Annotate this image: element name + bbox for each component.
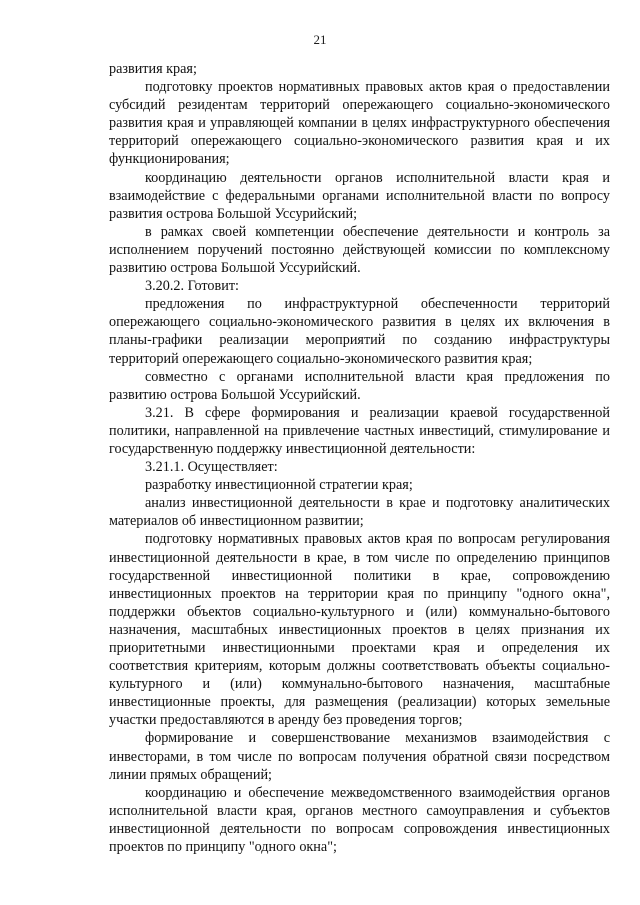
- page-number: 21: [313, 32, 327, 47]
- section-heading-3-21: 3.21. В сфере формирования и реализации краевой государственной политики, направленной на привлечение частных инвестиций, стимулирование и государственную поддержку инвестиционной деятельности:: [109, 404, 610, 457]
- paragraph: предложения по инфраструктурной обеспеченности территорий опережающего социально-экономического развития в целях их включения в планы-графики реализации мероприятий по созданию инфраструктуры территорий опережающего социально-экономического развития края;: [109, 296, 610, 367]
- paragraph: координацию и обеспечение межведомственного взаимодействия органов исполнительной власти края, органов местного самоуправления и субъектов инвестиционной деятельности по вопросам сопровождения инвестиционных проектов по принципу "одного окна";: [109, 784, 610, 856]
- paragraph: в рамках своей компетенции обеспечение деятельности и контроль за исполнением поручений постоянно действующей комиссии по комплексному развитию острова Большой Уссурийский.: [109, 223, 610, 277]
- paragraph: совместно с органами исполнительной власти края предложения по развитию острова Большой Уссурийский.: [109, 368, 610, 403]
- section-heading-3-21-1: 3.21.1. Осуществляет:: [145, 459, 278, 476]
- paragraph: подготовку нормативных правовых актов края по вопросам регулирования инвестиционной деятельности в крае, в том числе по определению принципов государственной инвестиционной политики в крае, сопровождению инвестиционных проектов на территории края по принципу "одного окна", поддержки объектов социально-культурного и (или) коммунально-бытового назначения, масштабных инвестиционных проектов в целях признания их приоритетными инвестиционными проектами края и определения их соответствия критериям, которым должны соответствовать объекты социально-культурного и (или) коммунально-бытового назначения, масштабные инвестиционные проекты, для размещения (реализации) которых земельные участки предоставляются в аренду без проведения торгов;: [109, 531, 610, 729]
- paragraph-continuation: развития края;: [109, 61, 197, 77]
- paragraph: разработку инвестиционной стратегии края;: [145, 477, 413, 494]
- paragraph: анализ инвестиционной деятельности в крае и подготовку аналитических материалов об инвестиционном развитии;: [109, 495, 610, 530]
- paragraph: подготовку проектов нормативных правовых актов края о предоставлении субсидий резидентам территорий опережающего социально-экономического развития края и управляющей компании в целях инфраструктурного обеспечения территорий опережающего социально-экономического развития края и их функционирования;: [109, 79, 610, 168]
- document-body: [109, 60, 610, 856]
- section-heading-3-20-2: 3.20.2. Готовит:: [145, 278, 239, 295]
- paragraph: координацию деятельности органов исполнительной власти края и взаимодействие с федеральными органами исполнительной власти по вопросу развития острова Большой Уссурийский;: [109, 169, 610, 222]
- paragraph: формирование и совершенствование механизмов взаимодействия с инвесторами, в том числе по вопросам получения обратной связи посредством линии прямых обращений;: [109, 730, 610, 783]
